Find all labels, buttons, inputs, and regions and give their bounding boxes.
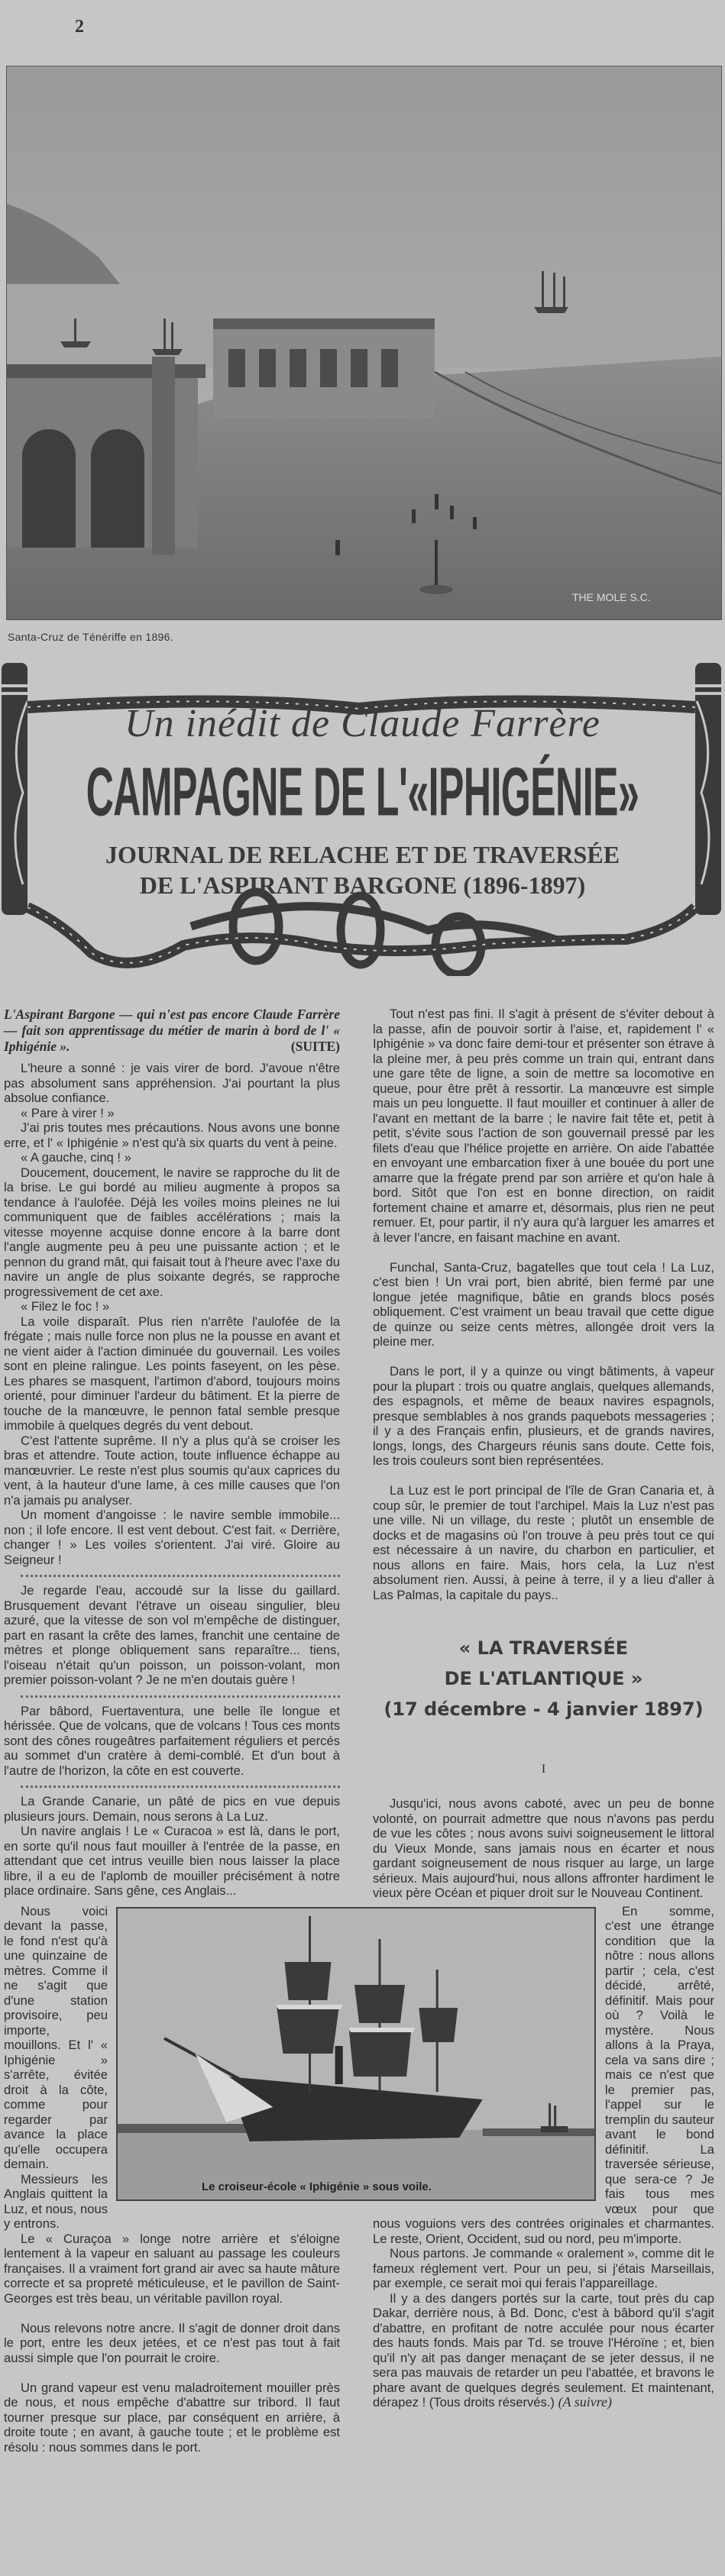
photo-caption: Santa-Cruz de Ténériffe en 1896.: [8, 631, 173, 643]
intro-text: L'Aspirant Bargone — qui n'est pas encore Claude Farrère — fait son apprentissage du métier de marin à bord de l' « Iphigénie ».: [4, 1007, 340, 1054]
paragraph: Nous voici devant la passe, le fond n'est qu'à une quinzaine de mètres. Comme il ne s'agit que d'une station provisoire, peu importe, mouillons. Et l' « Iphigénie » s'arrête, évitée droit à la côte, comme pour regarder par avance la place qu'elle occupera demain.: [4, 1903, 108, 2171]
paragraph: Tout n'est pas fini. Il s'agit à présent de s'éviter debout à la passe, afin de pouvoir sortir à l'aise, et, rapidement l' « Iphigénie » va donc faire demi-tour et présenter son étrave à la pleine mer, à peu près comme un train qui, entrant dans une gare tête de ligne, a soin de mettre sa locomotive en queue, pour être prêt à ressortir. La manœuvre est simple mais un peu longuette. Il faut mouiller et continuer à aller de l'avant en mettant de la barre ; le navire fait tête et, petit à petit, s'évite sous l'action de son gouvernail pressé par les filets d'eau que l'hélice projette en arrière. On aide l'abattée en envoyant une embarcation fixer à une bouée du port une amarre que la frégate prend par son arrière et qu'on hale à bord. Sitôt que l'on est en bonne direction, on raidit fortement chaine et amarre et, désormais, plus rien ne peut remuer. Et, pour partir, il n'y aura qu'à larguer les amarres et à lever l'ancre, en faisant machine en avant.: [373, 1007, 714, 1245]
article-left-column: [4, 1007, 340, 1901]
dotted-separator: [21, 1786, 340, 1788]
paragraph: Un navire anglais ! Le « Curacoa » est là, dans le port, en sorte qu'il nous faut mouiller à l'entrée de la passe, en attendant que cet intrus veuille bien nous laisser la place libre, il a eu de l'aplomb de mouiller précisément à notre place ordinaire. Sans gêne, ces Anglais...: [4, 1824, 340, 1898]
paragraph: « Pare à virer ! »: [21, 1105, 115, 1120]
title-banner: [0, 655, 725, 976]
dotted-separator: [21, 1575, 340, 1577]
banner-title: CAMPAGNE DE L'«IPHIGÉNIE»: [86, 753, 639, 831]
santa-cruz-illustration: [7, 66, 721, 619]
chapter-number: I: [541, 1763, 546, 1776]
to-be-continued: (A suivre): [558, 2394, 613, 2410]
banner-subtitle-line1: JOURNAL DE RELACHE ET DE TRAVERSÉE: [105, 841, 620, 868]
paragraph: Messieurs les Anglais quittent la Luz, et nous, nous y entrons.: [4, 2171, 108, 2231]
article-upper-section: [0, 1007, 725, 1901]
paragraph: Doucement, doucement, le navire se rapproche du lit de la brise. Le gui bordé au milieu augmente à propos sa tendance à l'aulofée. Déjà les voiles moins pleines ne lui communiquent que de faibles accélérations ; mais la vitesse moyenne acquise donne encore à la barre dont l'angle augmente peu à peu une puissante action ; et le pennon du grand mât, qui faisait tout à l'heure avec l'axe du navire un angle de plus soixante degrés, se rapproche progressivement de cet axe.: [4, 1165, 340, 1299]
paragraph: La Luz est le port principal de l'île de Gran Canaria et, à coup sûr, le premier de tout l'archipel. Mais la Luz n'est pas une ville. Ni un village, du reste ; plutôt un ensemble de docks et de magasins où l'on trouve à peu près tout ce qui est nécessaire à un navire, du charbon en particulier, et nous allons en faire. Mais, hors cela, la Luz n'est absolument rien. Aussi, à peine à terre, il y a lieu d'aller à Las Palmas, la capitale du pays..: [373, 1483, 714, 1602]
iphigenie-photo: [116, 1907, 596, 2201]
article-lower-section: [0, 1904, 725, 2455]
paragraph: J'ai pris toutes mes précautions. Nous avons une bonne erre, et l' « Iphigénie » n'est qu'à six quarts du vent à peine.: [4, 1120, 340, 1150]
banner-subtitle-line2: DE L'ASPIRANT BARGONE (1896-1897): [139, 871, 586, 899]
santa-cruz-photo: [6, 66, 722, 620]
funnel: [335, 2046, 343, 2084]
paragraph: Jusqu'ici, nous avons caboté, avec un peu de bonne volonté, on pourrait admettre que nous n'avons pas perdu de vue les côtes ; nous avons suivi soigneusement le littoral du Vieux Monde, sans jamais nous en écarter et nous gardant soigneusement de nous risquer au large, un large sérieux. Mais aujourd'hui, nous allons affronter hardiment le vieux père Océan et piquer droit sur le Nouveau Continent.: [373, 1796, 714, 1900]
photo-inscription: THE MOLE S.C.: [572, 591, 651, 603]
sailing-ship-illustration: [118, 1909, 594, 2199]
paragraph: La voile disparaît. Plus rien n'arrête l'aulofée de la frégate ; mais nulle force non plus ne la pousse en avant et ne vient aider à l'action diminuée du gouvernail. Les voiles sont en pleine ralingue. Les points faseyent, on les pèse. Les phares se masquent, l'artimon d'abord, toujours moins orienté, pour diminuer l'ardeur du bâtiment. Et la pierre de touche de la manœuvre, le pennon fatal semble presque immobile à quelques degrés du vent debout.: [4, 1314, 340, 1433]
paragraph: Un grand vapeur est venu maladroitement mouiller près de nous, et nous empêche d'abattre sur tribord. Il faut tourner presque sur place, par conséquent en arrière, à droite toute ; en avant, à gauche toute ; et le problème est résolu : nous sommes dans le port.: [4, 2380, 340, 2455]
paragraph: Par bâbord, Fuertaventura, une belle île longue et hérissée. Que de volcans, que de volcans ! Tous ces monts sont des cônes rougeâtres parfaitement réguliers et percés au sommet d'un cratère à demi-comblé. Et d'un bout à l'autre de l'horizon, la côte en est couverte.: [4, 1703, 340, 1778]
paragraph: Nous partons. Je commande « oralement », comme dit le fameux réglement vert. Pour un peu, si j'étais Marseillais, par exemple, ce serait moi qui ferais l'appareillage.: [373, 2246, 714, 2290]
paragraph: Le « Curaçoa » longe notre arrière et s'éloigne lentement à la vapeur en saluant au passage les couleurs françaises. Il a vraiment fort grand air avec sa haute mâture correcte et sa propreté méticuleuse, et le pavillon de Saint-Georges est très beau, un véritable pavillon royal.: [4, 2231, 340, 2306]
article-intro: [4, 1007, 340, 1055]
section-heading-line1: « LA TRAVERSÉE: [458, 1637, 629, 1659]
paragraph: C'est l'attente suprême. Il n'y a plus qu'à se croiser les bras et attendre. Toute action, toute influence échappe au manœuvrier. Le reste n'est plus soumis qu'aux caprices du vent, à la hauteur d'une lame, à ces mille causes que l'on n'a jamais pu analyser.: [4, 1433, 340, 1508]
arched-gateway: [7, 357, 206, 555]
section-heading: [373, 1633, 714, 1694]
paragraph: L'heure a sonné : je vais virer de bord. J'avoue n'être pas absolument sans appréhension. J'ai pourtant la plus absolue confiance.: [4, 1061, 340, 1105]
article-right-column: [373, 1007, 714, 1901]
dotted-separator: [21, 1695, 340, 1698]
harbour-building: [213, 318, 435, 418]
article: [0, 1007, 725, 2455]
paragraph: Dans le port, il y a quinze ou vingt bâtiments, à vapeur pour la plupart : trois ou quatre anglais, quelques allemands, des espagnols, et même de beaux navires espagnols, presque semblables à nos grands paquebots messageries ; il y a des Français enfin, plusieurs, et de grands navires, longs, longs, des Chargeurs réunis sans doute. Cette fois, les trois couleurs sont bien représentées.: [373, 1364, 714, 1468]
ship-photo-caption: Le croiseur-école « Iphigénie » sous voile.: [202, 2180, 432, 2193]
paragraph: « Filez le foc ! »: [21, 1299, 110, 1314]
paragraph: Nous relevons notre ancre. Il s'agit de donner droit dans le port, entre les deux jetées, et ce n'est pas tout à fait aussi simple que l'on pourrait le croire.: [4, 2320, 340, 2365]
section-dates: (17 décembre - 4 janvier 1897): [384, 1698, 704, 1720]
page-number: 2: [75, 17, 84, 37]
bottom-rope-knot-icon: [28, 892, 695, 974]
paragraph: [373, 2291, 714, 2410]
paragraph: Funchal, Santa-Cruz, bagatelles que tout cela ! La Luz, c'est bien ! Un vrai port, bien abrité, bien fermé par une longue jetée magnifique, bâtie en grands blocs posés obliquement. C'est vraiment un beau travail que cette digue de quinze ou seize cents mètres, allongée droit vers la pleine mer.: [373, 1259, 714, 1349]
banner-kicker: Un inédit de Claude Farrère: [125, 702, 600, 745]
paragraph: Je regarde l'eau, accoudé sur la lisse du gaillard. Brusquement devant l'étrave un oiseau singulier, bleu azuré, que la vitesse de son vol m'empêche de distinguer, part en rasant la crête des lames, franchit une centaine de mètres et plonge obliquement sans reparaître... tiens, l'oiseau n'était qu'un poisson, un poisson-volant, mon premier poisson-volant ? Je ne m'en doutais guère !: [4, 1583, 340, 1687]
section-heading-line2: DE L'ATLANTIQUE »: [444, 1668, 643, 1689]
paragraph: En somme, c'est une étrange condition que la nôtre : nous allons partir ; cela, c'est décidé, arrêté, définitif. Mais pour où ? Voilà le mystère. Nous allons à la Praya, cela va sans dire ; mais ce n'est que le premier pas, l'appel sur le tremplin du sauteur avant le bond définitif. La traversée sérieuse, que sera-ce ? Je fais tous mes vœux pour que nous voguions vers des contrées originales et charmantes. Le reste, Orient, Occident, sud ou nord, peu m'importe.: [373, 1903, 714, 2246]
paragraph: « A gauche, cinq ! »: [21, 1150, 131, 1165]
suite-label: (SUITE): [290, 1039, 340, 1054]
paragraph: Un moment d'angoisse : le navire semble immobile... non ; il lofe encore. Il est vent debout. C'est fait. « Derrière, changer ! » Les voiles s'orientent. J'ai viré. Gloire au Seigneur !: [4, 1508, 340, 1567]
paragraph: La Grande Canarie, un pâté de pics en vue depuis plusieurs jours. Demain, nous serons à La Luz.: [4, 1794, 340, 1824]
final-paragraph-text: Il y a des dangers portés sur la carte, tout près du cap Dakar, derrière nous, à Bd. Donc, c'est à bâbord qu'il s'agit d'abattre, en profitant de notre acculée pour nous écarter des hauts fonds. Mais par Td. se trouve l'Héroïne ; et, bien qu'il n'y ait pas danger menaçant de se jeter dessus, il ne sera pas mauvais de retarder un peu l'abattée, et bravons le phare avant de quelques degrés seulement. Et maintenant, dérapez ! (Tous droits réservés.): [373, 2290, 714, 2410]
